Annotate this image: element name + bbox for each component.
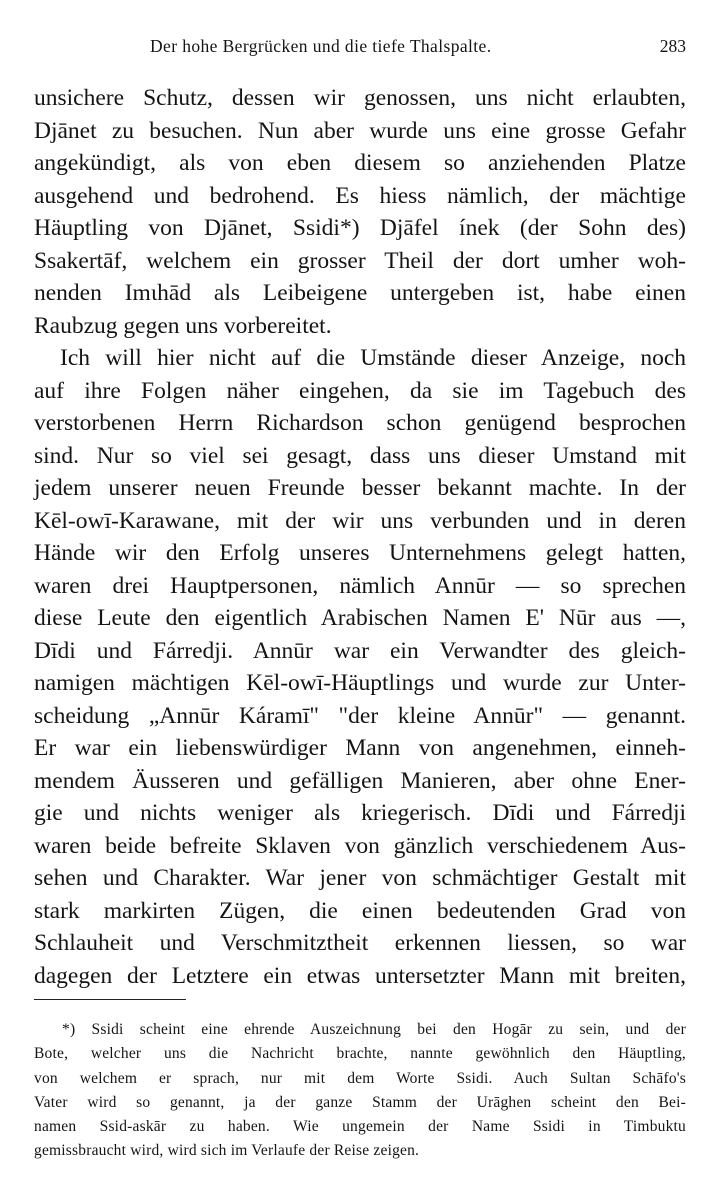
footnote-line: namen Ssid-askār zu haben. Wie ungemein der Name Ssidi in Timbuktu [34, 1118, 686, 1136]
text-line: verstorbenen Herrn Richardson schon genügend besprochen [34, 410, 686, 436]
footnote [34, 1018, 686, 1164]
text-line: Er war ein liebenswürdiger Mann von angenehmen, einneh- [34, 735, 686, 761]
text-line: Kēl-owī-Karawane, mit der wir uns verbunden und in deren [34, 507, 686, 534]
text-line: Dīdi und Fárredji. Annūr war ein Verwandter des gleich- [34, 637, 686, 664]
text-line: gie und nichts weniger als kriegerisch. Dīdi und Fárredji [34, 800, 686, 826]
text-line: Hände wir den Erfolg unseres Unternehmens gelegt hatten, [34, 540, 686, 566]
text-line: unsichere Schutz, dessen wir genossen, uns nicht erlaubten, [34, 85, 686, 111]
page-number: 283 [659, 36, 686, 56]
text-line: Raubzug gegen uns vorbereitet. [34, 312, 332, 339]
text-line: Ssakertāf, welchem ein grosser Theil der dort umher woh- [34, 247, 686, 274]
text-line: sehen und Charakter. War jener von schmächtiger Gestalt mit [34, 865, 686, 891]
running-title: Der hohe Bergrücken und die tiefe Thalspalte. [150, 36, 492, 56]
text-line: diese Leute den eigentlich Arabischen Namen E' Nūr aus —, [34, 605, 686, 631]
text-line: waren drei Hauptpersonen, nämlich Annūr — so sprechen [34, 572, 686, 599]
text-line: Djānet zu besuchen. Nun aber wurde uns eine grosse Gefahr [34, 117, 686, 144]
text-line: Schlauheit und Verschmitztheit erkennen liessen, so war [34, 930, 686, 956]
footnote-line: Bote, welcher uns die Nachricht brachte, nannte gewöhnlich den Häuptling, [34, 1045, 686, 1063]
text-line: auf ihre Folgen näher eingehen, da sie im Tagebuch des [34, 377, 686, 404]
text-line: Häuptling von Djānet, Ssidi*) Djāfel ínek (der Sohn des) [34, 215, 686, 241]
text-line: Ich will hier nicht auf die Umstände dieser Anzeige, noch [60, 345, 686, 371]
text-line: sind. Nur so viel sei gesagt, dass uns dieser Umstand mit [34, 442, 686, 469]
text-line: nenden Imɩhād als Leibeigene untergeben ist, habe einen [34, 280, 686, 306]
footnote-divider [34, 999, 186, 1000]
text-line: namigen mächtigen Kēl-owī-Häuptlings und wurde zur Unter- [34, 670, 686, 696]
text-line: angekündigt, als von eben diesem so anziehenden Platze [34, 150, 686, 176]
text-line: dagegen der Letztere ein etwas untersetzter Mann mit breiten, [34, 962, 686, 989]
page-header [34, 36, 686, 60]
footnote-line: Vater wird so genannt, ja der ganze Stamm der Urāghen scheint den Bei- [34, 1093, 686, 1111]
text-line: ausgehend und bedrohend. Es hiess nämlich, der mächtige [34, 182, 686, 209]
text-line: jedem unserer neuen Freunde besser bekannt machte. In der [34, 475, 686, 501]
footnote-line: gemissbraucht wird, wird sich im Verlaufe der Reise zeigen. [34, 1142, 420, 1160]
footnote-line: *) Ssidi scheint eine ehrende Auszeichnung bei den Hogār zu sein, und der [62, 1021, 686, 1038]
text-line: waren beide befreite Sklaven von gänzlich verschiedenem Aus- [34, 832, 686, 859]
text-line: stark markirten Zügen, die einen bedeutenden Grad von [34, 897, 686, 924]
main-text [34, 82, 686, 992]
footnote-line: von welchem er sprach, nur mit dem Worte Ssidi. Auch Sultan Schāfo's [34, 1069, 686, 1087]
text-line: scheidung „Annūr Káramī" "der kleine Annūr" — genannt. [34, 702, 686, 729]
text-line: mendem Äusseren und gefälligen Manieren, aber ohne Ener- [34, 767, 686, 794]
